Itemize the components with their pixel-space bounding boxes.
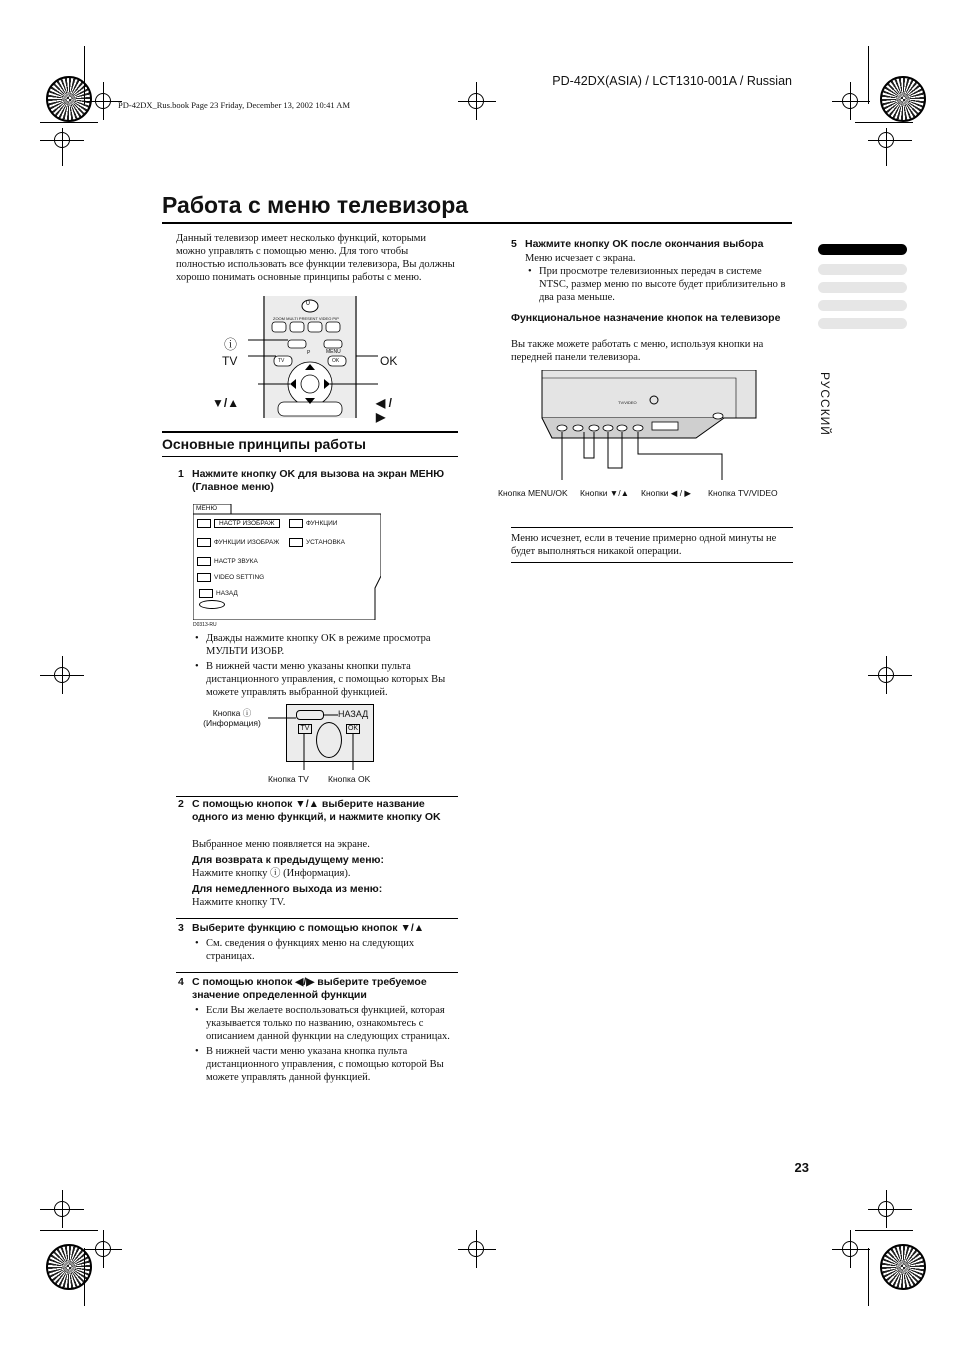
info-icon <box>199 589 213 598</box>
bullet-item: • В нижней части меню указана кнопка пульта дистанционного управления, с помощью которой Вы можете управлять данной функцией. <box>192 1045 458 1084</box>
note-rule-top <box>511 527 793 528</box>
bullet-item: • В нижней части меню указаны кнопки пульта дистанционного управления, с помощью которых Вы можете управлять выбранной функцией. <box>192 660 460 699</box>
title-rule <box>162 222 792 224</box>
menu-item-1: НАСТР ИЗОБРАЖ <box>197 519 280 528</box>
registration-target-icon <box>880 76 926 122</box>
figure-code: D0313-RU <box>193 622 217 628</box>
ok-label: OK <box>380 354 398 368</box>
menu-item-3: ФУНКЦИИ ИЗОБРАЖ <box>197 538 279 547</box>
info-button-label: Кнопка ⓘ (Информация) <box>203 708 261 728</box>
remote-row-labels: ZOOM MULTI PRESENT VIDEO PIP <box>273 316 339 321</box>
back-text: Нажмите кнопку ⓘ (Информация). <box>192 868 351 879</box>
registration-target-icon <box>880 1244 926 1290</box>
front-panel-figure <box>496 370 794 500</box>
step-text: Нажмите кнопку OK после окончания выбора <box>525 238 764 250</box>
panel-tvvideo-text: TV/VIDEO <box>618 400 637 405</box>
step-2-body <box>192 838 458 909</box>
registration-target-icon <box>46 1244 92 1290</box>
menu-item-2: ФУНКЦИИ <box>289 519 337 528</box>
step-3-bullets <box>192 937 458 963</box>
install-icon <box>289 538 303 547</box>
page-number: 23 <box>794 1160 809 1175</box>
bullet-item: • Дважды нажмите кнопку OK в режиме просмотра МУЛЬТИ ИЗОБР. <box>192 632 460 658</box>
front-panel-text: Вы также можете работать с меню, используя кнопки на передней панели телевизора. <box>511 339 764 363</box>
sound-setting-icon <box>197 557 211 566</box>
model-header: PD-42DX(ASIA) / LCT1310-001A / Russian <box>552 74 792 88</box>
step-2: 2 С помощью кнопок ▼/▲ выберите название одного из меню функций, и нажмите кнопку OK <box>178 798 441 823</box>
label-leftright: Кнопки ◀ / ▶ <box>641 488 691 498</box>
picture-features-icon <box>197 538 211 547</box>
picture-setting-icon <box>197 519 211 528</box>
step-5-body <box>511 252 793 304</box>
book-info-line: PD-42DX_Rus.book Page 23 Friday, December 13, 2002 10:41 AM <box>118 100 350 110</box>
language-tab-label: РУССКИЙ <box>818 372 832 436</box>
page-title: Работа с меню телевизора <box>162 192 469 218</box>
step-text: Нажмите кнопку OK для вызова на экран МЕНЮ (Главное меню) <box>192 468 445 493</box>
buttons-legend-figure <box>196 704 386 786</box>
menu-item-5: НАСТР ЗВУКА <box>197 557 258 566</box>
step-1 <box>178 468 458 494</box>
info-symbol-label: ⓘ <box>224 337 238 352</box>
step-5: 5 Нажмите кнопку OK после окончания выбора <box>511 238 764 250</box>
step-3: 3 Выберите функцию с помощью кнопок ▼/▲ <box>178 922 425 934</box>
remote-tv-text: TV <box>278 358 285 364</box>
remote-control-figure <box>212 296 404 424</box>
note-rule-bottom <box>511 562 793 563</box>
step-4-bullets <box>192 1004 458 1084</box>
remote-p-text: P <box>307 350 311 356</box>
menu-item-6: VIDEO SETTING <box>197 573 264 582</box>
updown-label: ▼/▲ <box>212 396 240 410</box>
step-4: 4 С помощью кнопок ◀/▶ выберите требуемое значение определенной функции <box>178 976 427 1001</box>
step-text: С помощью кнопок ▼/▲ выберите название одного из меню функций, и нажмите кнопку OK <box>192 798 441 823</box>
front-panel-title: Функциональное назначение кнопок на телевизоре <box>511 312 781 324</box>
tv-button-icon: TV <box>298 724 312 734</box>
intro-paragraph: Данный телевизор имеет несколько функций, которыми можно управлять с помощью меню. Для того чтобы полностью использовать все функции телевизора, Вы должны хорошо понимать основные принципы работы с меню. <box>176 233 455 283</box>
note-text: Меню исчезнет, если в течение примерно одной минуты не будет выполняться никакой операции. <box>511 533 777 557</box>
step-1-bullets <box>192 632 460 699</box>
video-setting-icon <box>197 573 211 582</box>
step-text: С помощью кнопок ◀/▶ выберите требуемое значение определенной функции <box>192 976 427 1001</box>
step-2-rule <box>176 796 458 797</box>
step-3-rule <box>176 918 458 919</box>
remote-menu-text: MENU <box>326 349 341 355</box>
step-number: 1 <box>178 468 184 480</box>
tv-front-panel-icon <box>496 370 794 500</box>
navigation-keys-icon <box>199 600 225 609</box>
bullet-item: • См. сведения о функциях меню на следующих страницах. <box>192 937 458 963</box>
remote-zero-button: 0 <box>306 300 310 307</box>
legend-back-label: НАЗАД <box>338 709 369 719</box>
menu-nav-icons <box>199 600 228 609</box>
label-updown: Кнопки ▼/▲ <box>580 488 629 498</box>
back-title: Для возврата к предыдущему меню: <box>192 854 385 866</box>
bullet-item: • При просмотре телевизионных передач в системе NTSC, размер меню по высоте будет приблизительно в два раза меньше. <box>525 265 793 304</box>
remote-ok-text: OK <box>332 358 340 364</box>
section-heading: Основные принципы работы <box>162 436 366 452</box>
step-text: Выберите функцию с помощью кнопок ▼/▲ <box>192 922 425 934</box>
menu-header: МЕНЮ <box>196 505 218 512</box>
menu-screen-figure <box>193 504 381 628</box>
menu-back: НАЗАД <box>199 589 238 598</box>
registration-target-icon <box>46 76 92 122</box>
tv-label: TV <box>222 354 238 368</box>
ok-button-caption: Кнопка OK <box>328 774 371 784</box>
leftright-label: ◀ / ▶ <box>376 396 392 424</box>
label-menu-ok: Кнопка MENU/OK <box>498 488 568 498</box>
label-tv-video: Кнопка TV/VIDEO <box>708 488 778 498</box>
features-icon <box>289 519 303 528</box>
ok-button-icon: OK <box>347 725 359 732</box>
section-rule-top <box>162 431 458 433</box>
step-5-result: Меню исчезает с экрана. <box>525 253 636 264</box>
step-4-rule <box>176 972 458 973</box>
tv-button-caption: Кнопка TV <box>268 774 309 784</box>
step-2-result: Выбранное меню появляется на экране. <box>192 839 370 850</box>
menu-item-4: УСТАНОВКА <box>289 538 345 547</box>
bullet-item: • Если Вы желаете воспользоваться функцией, которая указывается только по названию, ознакомьтесь с описанием данной функции на следующих страницах. <box>192 1004 458 1043</box>
section-rule-bottom <box>162 456 458 457</box>
exit-text: Нажмите кнопку TV. <box>192 897 286 908</box>
exit-title: Для немедленного выхода из меню: <box>192 883 383 895</box>
